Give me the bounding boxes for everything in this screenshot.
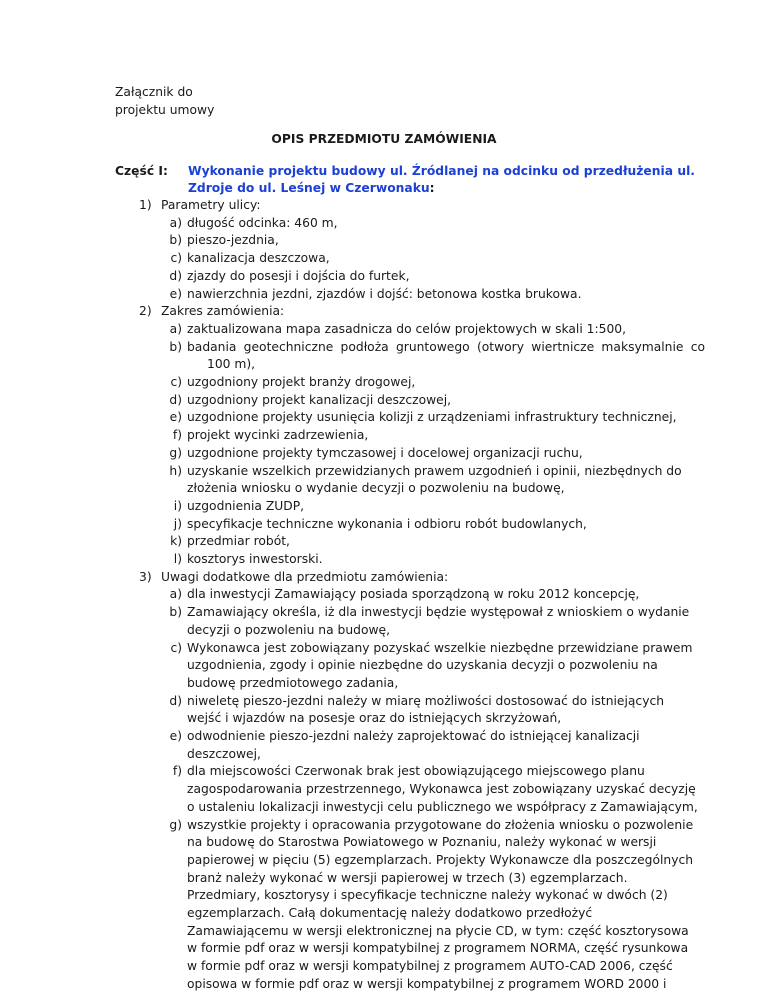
item-text-line: zaktualizowana mapa zasadnicza do celów projektowych w skali 1:500, — [187, 321, 627, 336]
item-text-line: Wykonawca jest zobowiązany pozyskać wszelkie niezbędne przewidziane prawem — [187, 640, 693, 655]
item-letter: b) — [169, 605, 182, 620]
item-letter: f) — [172, 764, 182, 779]
section-number: 1) — [139, 198, 152, 212]
item-text-line: złożenia wniosku o wydanie decyzji o pozwoleniu na budowę, — [187, 481, 565, 496]
item-text-line: branż należy wykonać w wersji papierowej w trzech (3) egzemplarzach. — [187, 870, 628, 885]
item-text-line: dla miejscowości Czerwonak brak jest obowiązującego miejscowego planu — [187, 764, 645, 779]
item-text-line: o ustaleniu lokalizacji inwestycji celu publicznego we współpracy z Zamawiającym, — [187, 799, 698, 814]
item-letter: c) — [170, 640, 182, 655]
item-letter: c) — [170, 251, 182, 266]
item-letter: a) — [169, 321, 182, 336]
item-text-line: projekt wycinki zadrzewienia, — [187, 428, 369, 443]
item-text-line: uzgodnienia ZUDP, — [187, 498, 305, 513]
section-title: Uwagi dodatkowe dla przedmiotu zamówienia: — [161, 569, 449, 584]
item-text-line: nawierzchnia jezdni, zjazdów i dojść: betonowa kostka brukowa. — [187, 286, 582, 301]
item-letter: l) — [173, 552, 182, 566]
item-text-line: dla inwestycji Zamawiający posiada sporządzoną w roku 2012 koncepcję, — [187, 587, 640, 602]
item-letter: e) — [169, 729, 182, 743]
item-text-line: zjazdy do posesji i dojścia do furtek, — [187, 268, 410, 283]
item-letter: i) — [173, 498, 182, 513]
item-letter: a) — [169, 587, 182, 602]
item-text-line: uzgodnienia, zgody i opinie niezbędne do uzyskania decyzji o pozwoleniu na — [187, 658, 658, 673]
item-letter: f) — [172, 428, 182, 443]
item-text-line: wejść i wjazdów na posesje oraz do istniejących skrzyżowań, — [187, 711, 562, 726]
item-letter: g) — [169, 817, 182, 832]
item-letter: a) — [169, 215, 182, 230]
item-text-line: badania geotechniczne podłoża gruntowego (otwory wiertnicze maksymalnie co — [187, 339, 705, 354]
item-text-line: pieszo-jezdnia, — [187, 233, 279, 248]
item-text-line: egzemplarzach. Całą dokumentację należy dodatkowo przedłożyć — [187, 906, 593, 920]
item-text-line: 100 m), — [207, 357, 256, 372]
item-text-line: uzgodnione projekty tymczasowej i docelowej organizacji ruchu, — [187, 445, 583, 460]
item-text-line: papierowej w pięciu (5) egzemplarzach. Projekty Wykonawcze dla poszczególnych — [187, 852, 694, 867]
page-title: OPIS PRZEDMIOTU ZAMÓWIENIA — [271, 132, 497, 146]
part-heading-colon: : — [429, 181, 435, 195]
item-text-line: długość odcinka: 460 m, — [187, 215, 338, 230]
item-text-line: uzgodnione projekty usunięcia kolizji z urządzeniami infrastruktury technicznej, — [187, 410, 677, 425]
item-text-line: na budowę do Starostwa Powiatowego w Poznaniu, należy wykonać w wersji — [187, 835, 657, 850]
section-title: Zakres zamówienia: — [161, 304, 285, 319]
item-letter: e) — [169, 286, 182, 301]
section-title: Parametry ulicy: — [161, 198, 261, 212]
item-text-line: w formie pdf oraz w wersji kompatybilnej z programem NORMA, część rysunkowa — [187, 941, 689, 956]
item-letter: b) — [169, 339, 182, 354]
item-letter: c) — [170, 375, 182, 389]
item-text-line: decyzji o pozwoleniu na budowę, — [187, 622, 390, 637]
item-letter: d) — [169, 693, 182, 708]
part-heading-text: Zdroje do ul. Leśnej w Czerwonaku — [188, 181, 430, 195]
part-heading-line2 — [188, 180, 435, 196]
item-text-line: w formie pdf oraz w wersji kompatybilnej z programem AUTO-CAD 2006, część — [187, 959, 673, 974]
item-text-line: budowę przedmiotowego zadania, — [187, 675, 399, 690]
item-text-line: specyfikacje techniczne wykonania i odbioru robót budowlanych, — [187, 516, 587, 531]
item-text-line: Zamawiający określa, iż dla inwestycji będzie występował z wnioskiem o wydanie — [187, 605, 690, 620]
part-heading-line1: Wykonanie projektu budowy ul. Źródlanej na odcinku od przedłużenia ul. — [188, 164, 695, 178]
item-text-line: opisowa w formie pdf oraz w wersji kompatybilnej z programem WORD 2000 i — [187, 976, 667, 991]
item-letter: j) — [173, 516, 182, 531]
item-text-line: kanalizacja deszczowa, — [187, 251, 330, 266]
item-letter: d) — [169, 392, 182, 407]
item-text-line: uzgodniony projekt branży drogowej, — [187, 375, 416, 389]
item-text-line: uzgodniony projekt kanalizacji deszczowej, — [187, 392, 452, 407]
item-letter: g) — [169, 445, 182, 460]
item-letter: k) — [170, 534, 182, 549]
item-text-line: zagospodarowania przestrzennego, Wykonawca jest zobowiązany uzyskać decyzję — [187, 782, 696, 797]
item-text-line: Zamawiającemu w wersji elektronicznej na płycie CD, w tym: część kosztorysowa — [187, 923, 689, 938]
part-label: Część I: — [115, 164, 168, 178]
item-letter: h) — [169, 463, 182, 478]
section-number: 2) — [139, 304, 152, 319]
item-text-line: niweletę pieszo-jezdni należy w miarę możliwości dostosować do istniejących — [187, 693, 665, 708]
item-text-line: odwodnienie pieszo-jezdni należy zaprojektować do istniejącej kanalizacji — [187, 729, 640, 743]
item-text-line: kosztorys inwestorski. — [187, 552, 323, 566]
attachment-note-line2: projektu umowy — [115, 103, 215, 117]
section-number: 3) — [139, 569, 152, 584]
item-text-line: wszystkie projekty i opracowania przygotowane do złożenia wniosku o pozwolenie — [187, 817, 694, 832]
item-text-line: przedmiar robót, — [187, 534, 290, 549]
attachment-note-line1: Załącznik do — [115, 85, 193, 99]
item-text-line: deszczowej, — [187, 746, 261, 761]
item-letter: e) — [169, 410, 182, 425]
item-letter: b) — [169, 233, 182, 248]
item-letter: d) — [169, 268, 182, 283]
item-text-line: uzyskanie wszelkich przewidzianych prawem uzgodnień i opinii, niezbędnych do — [187, 463, 682, 478]
item-text-line: Przedmiary, kosztorysy i specyfikacje techniczne należy wykonać w dwóch (2) — [187, 888, 668, 903]
